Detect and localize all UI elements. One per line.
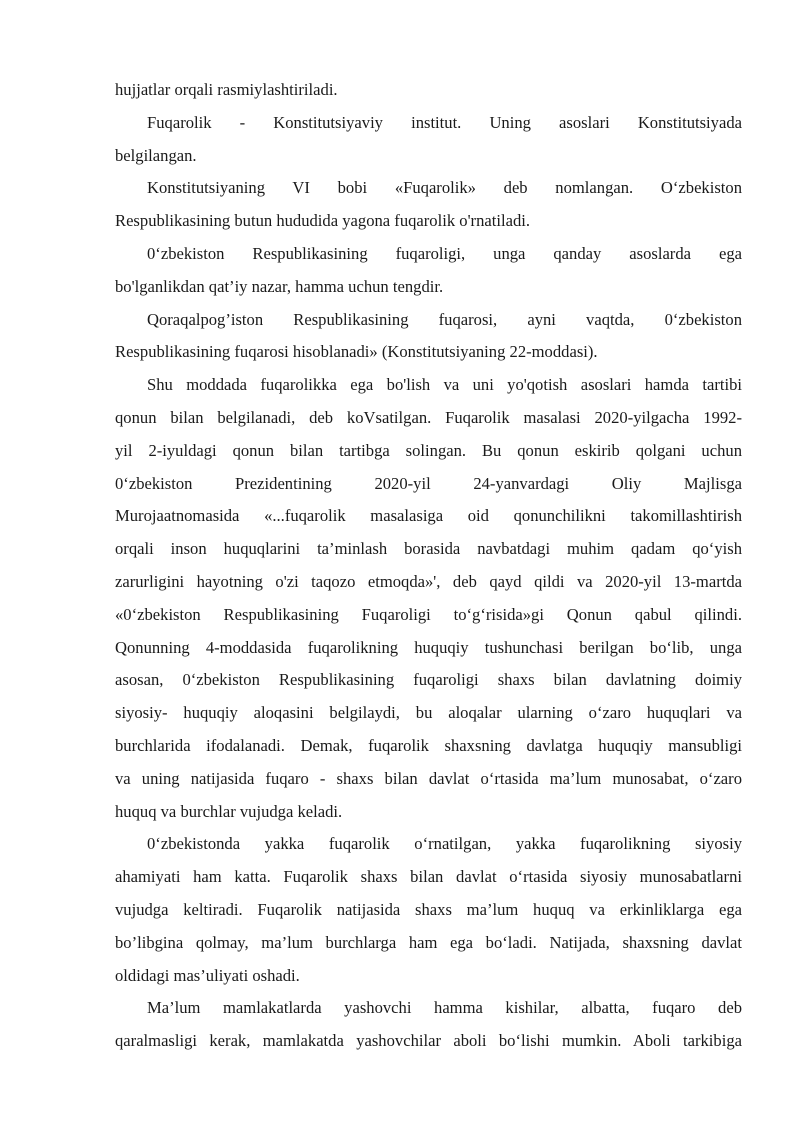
text-line: qonun bilan belgilanadi, deb koVsatilgan. Fuqarolik masalasi 2020-yilgacha 1992- xyxy=(115,407,742,427)
paragraph-first-line: Konstitutsiyaning VI bobi «Fuqarolik» deb nomlangan. O‘zbekiston xyxy=(147,178,742,198)
text-line: oldidagi mas’uliyati oshadi. xyxy=(115,965,300,985)
paragraph-first-line: Shu moddada fuqarolikka ega bo'lish va uni yo'qotish asoslari hamda tartibi xyxy=(147,375,742,395)
text-line: hujjatlar orqali rasmiylashtiriladi. xyxy=(115,80,338,99)
text-line: orqali inson huquqlarini ta’minlash borasida navbatdagi muhim qadam qo‘yish xyxy=(115,539,742,559)
text-line: 0‘zbekiston Prezidentining 2020-yil 24-yanvardagi Oliy Majlisga xyxy=(115,473,742,493)
text-line: Respublikasining fuqarosi hisoblanadi» (Konstitutsiyaning 22-moddasi). xyxy=(115,342,598,362)
paragraph-first-line: Ma’lum mamlakatlarda yashovchi hamma kishilar, albatta, fuqaro deb xyxy=(147,998,742,1018)
text-line: Murojaatnomasida «...fuqarolik masalasiga oid qonunchilikni takomillashtirish xyxy=(115,506,742,526)
text-line: Qonunning 4-moddasida fuqarolikning huquqiy tushunchasi berilgan bo‘lib, unga xyxy=(115,637,742,657)
text-line: zarurligini hayotning o'zi taqozo etmoqda»', deb qayd qildi va 2020-yil 13-martda xyxy=(115,571,742,591)
text-line: bo’libgina qolmay, ma’lum burchlarga ham ega bo‘ladi. Natijada, shaxsning davlat xyxy=(115,932,742,952)
text-line: yil 2-iyuldagi qonun bilan tartibga solingan. Bu qonun eskirib qolgani uchun xyxy=(115,440,742,460)
text-line: «0‘zbekiston Respublikasining Fuqaroligi to‘g‘risida»gi Qonun qabul qilindi. xyxy=(115,604,742,624)
text-line: Respublikasining butun hududida yagona fuqarolik o'rnatiladi. xyxy=(115,211,530,231)
text-line: siyosiy- huquqiy aloqasini belgilaydi, bu aloqalar ularning o‘zaro huquqlari va xyxy=(115,703,742,723)
text-line: va uning natijasida fuqaro - shaxs bilan davlat o‘rtasida ma’lum munosabat, o‘zaro xyxy=(115,768,742,788)
text-line: belgilangan. xyxy=(115,145,197,165)
text-line: bo'lganlikdan qat’iy nazar, hamma uchun tengdir. xyxy=(115,276,444,296)
paragraph-first-line: Fuqarolik - Konstitutsiyaviy institut. Uning asoslari Konstitutsiyada xyxy=(147,112,742,132)
text-line: huquq va burchlar vujudga keladi. xyxy=(115,801,343,821)
text-line: vujudga keltiradi. Fuqarolik natijasida shaxs ma’lum huquq va erkinliklarga ega xyxy=(115,899,742,919)
text-line: asosan, 0‘zbekiston Respublikasining fuqaroligi shaxs bilan davlatning doimiy xyxy=(115,670,742,690)
document-body xyxy=(115,74,742,1058)
text-line: qaralmasligi kerak, mamlakatda yashovchilar aboli bo‘lishi mumkin. Aboli tarkibiga xyxy=(115,1031,742,1051)
paragraph-first-line: Qoraqalpog’iston Respublikasining fuqarosi, ayni vaqtda, 0‘zbekiston xyxy=(147,309,742,329)
text-line: burchlarida ifodalanadi. Demak, fuqarolik shaxsning davlatga huquqiy mansubligi xyxy=(115,735,742,755)
text-line: ahamiyati ham katta. Fuqarolik shaxs bilan davlat o‘rtasida siyosiy munosabatlarni xyxy=(115,867,742,887)
paragraph-first-line: 0‘zbekistonda yakka fuqarolik o‘rnatilgan, yakka fuqarolikning siyosiy xyxy=(147,834,742,854)
paragraph-first-line: 0‘zbekiston Respublikasining fuqaroligi, unga qanday asoslarda ega xyxy=(147,243,742,263)
